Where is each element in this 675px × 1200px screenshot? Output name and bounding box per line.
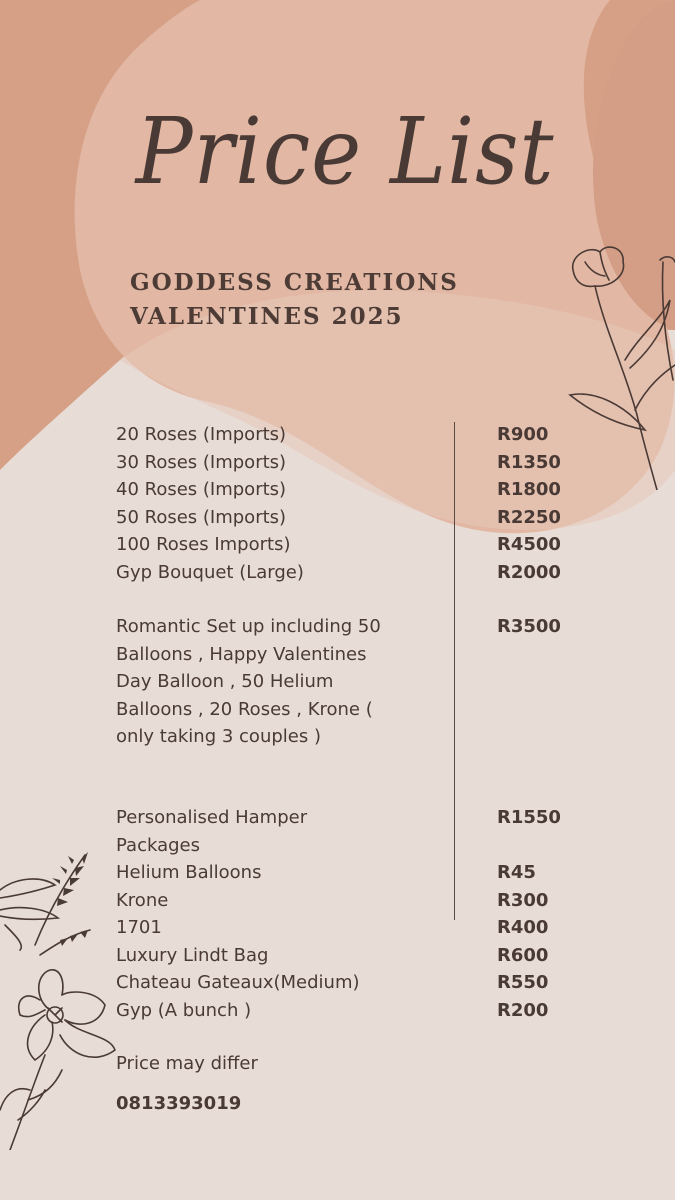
- list-item: [116, 559, 426, 587]
- list-item: [116, 449, 426, 477]
- item-name: 40 Roses (Imports): [116, 479, 287, 500]
- item-price: R550: [497, 972, 549, 993]
- item-name: 100 Roses Imports): [116, 534, 291, 555]
- list-item: [116, 613, 426, 751]
- flower-sketch-top-right-icon: [565, 240, 675, 490]
- item-name: 50 Roses (Imports): [116, 506, 287, 528]
- item-name: Gyp (A bunch ): [116, 999, 252, 1021]
- item-price: R2250: [497, 506, 561, 528]
- item-name: 30 Roses (Imports): [116, 451, 287, 473]
- list-item: [116, 804, 426, 859]
- subtitle: [130, 266, 459, 334]
- item-price: R1550: [497, 807, 561, 828]
- item-price: R3500: [497, 616, 561, 637]
- list-item: [116, 504, 426, 532]
- item-price: R600: [497, 944, 549, 966]
- item-price: R45: [497, 862, 536, 883]
- item-price: R400: [497, 917, 549, 938]
- list-item: [116, 969, 426, 997]
- item-name-line: Packages: [116, 834, 200, 856]
- item-name: Chateau Gateaux(Medium): [116, 972, 360, 993]
- item-price: R300: [497, 889, 549, 911]
- item-name-line: Day Balloon , 50 Helium: [116, 671, 334, 692]
- flower-sketch-bottom-left-icon: [0, 850, 125, 1150]
- page-title: Price List: [135, 98, 555, 205]
- list-item: [116, 997, 426, 1025]
- item-name: 20 Roses (Imports): [116, 424, 287, 445]
- list-item: [116, 914, 426, 942]
- list-item: [116, 421, 426, 449]
- item-name: 1701: [116, 917, 162, 938]
- item-name: Helium Balloons: [116, 862, 262, 883]
- item-name-line: Romantic Set up including 50: [116, 616, 381, 637]
- list-item: [116, 859, 426, 887]
- item-name-line: Personalised Hamper: [116, 807, 308, 828]
- item-price: R1800: [497, 479, 561, 500]
- item-name: Luxury Lindt Bag: [116, 944, 269, 966]
- subtitle-line-1: GODDESS CREATIONS: [130, 269, 459, 296]
- item-price: R4500: [497, 534, 561, 555]
- subtitle-line-2: VALENTINES 2025: [130, 303, 404, 330]
- item-name: Krone: [116, 889, 169, 911]
- list-item: [116, 476, 426, 504]
- list-item: [116, 942, 426, 970]
- item-name: Gyp Bouquet (Large): [116, 561, 304, 583]
- item-price: R200: [497, 999, 549, 1021]
- price-disclaimer: Price may differ: [116, 1053, 258, 1074]
- item-price: R900: [497, 424, 549, 445]
- item-price: R1350: [497, 451, 561, 473]
- list-item: [116, 531, 426, 559]
- list-item: [116, 887, 426, 915]
- phone-number: 0813393019: [116, 1093, 242, 1114]
- item-price: R2000: [497, 561, 561, 583]
- column-divider: [454, 422, 455, 920]
- item-name-line: only taking 3 couples ): [116, 726, 321, 747]
- item-name-line: Balloons , 20 Roses , Krone (: [116, 698, 373, 720]
- item-name-line: Balloons , Happy Valentines: [116, 643, 367, 665]
